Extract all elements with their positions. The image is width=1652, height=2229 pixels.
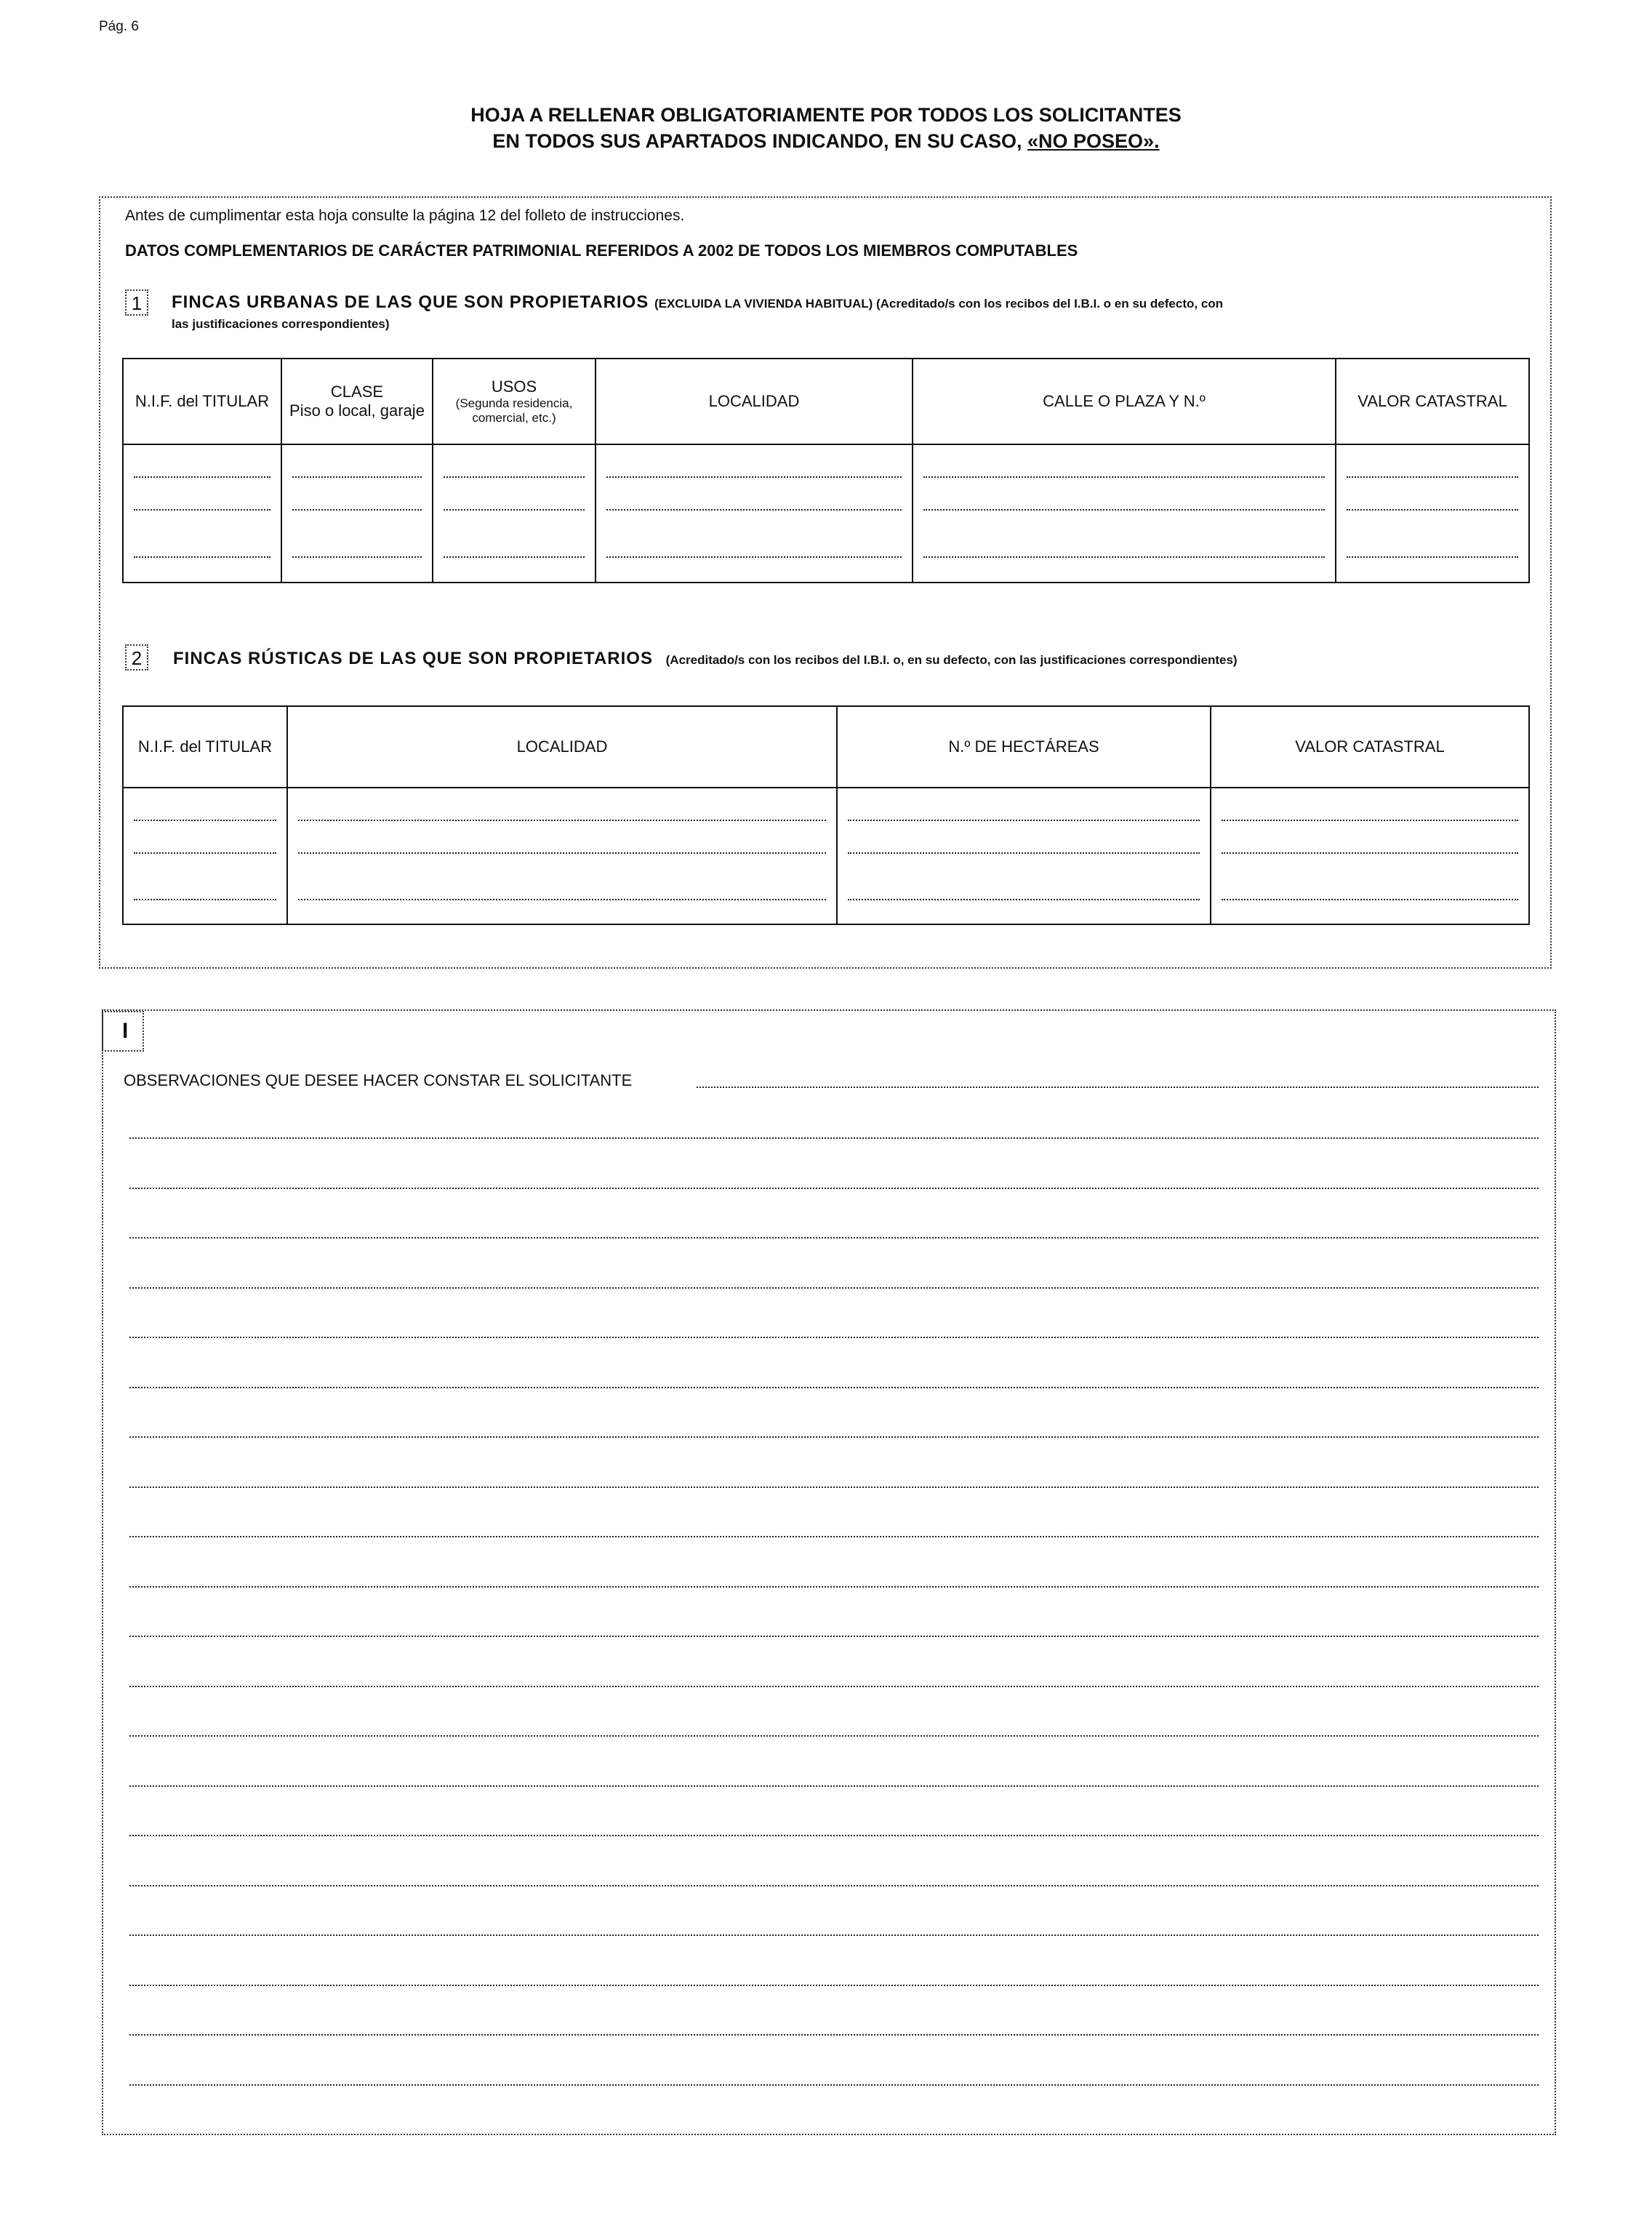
patrimonial-heading: DATOS COMPLEMENTARIOS DE CARÁCTER PATRIMONIAL REFERIDOS A 2002 DE TODOS LOS MIEMBROS COMPUTABLES: [125, 241, 1078, 260]
valor-field[interactable]: [1211, 831, 1529, 875]
observations-box: [102, 1009, 1556, 2135]
localidad-field[interactable]: [596, 488, 913, 532]
clase-field[interactable]: [281, 532, 433, 583]
urban-table-header: [123, 359, 1529, 444]
column-hectareas: N.º DE HECTÁREAS: [837, 706, 1211, 788]
column-nif: N.I.F. del TITULAR: [123, 359, 281, 444]
observation-line[interactable]: [129, 1885, 1539, 1886]
usos-field[interactable]: [433, 444, 596, 488]
localidad-field[interactable]: [287, 788, 837, 831]
rustic-properties-table: [122, 705, 1530, 925]
section-1-note-continued: las justificaciones correspondientes): [172, 317, 390, 331]
observation-line[interactable]: [129, 1188, 1539, 1189]
column-localidad: LOCALIDAD: [596, 359, 913, 444]
page-title-line-1: HOJA A RELLENAR OBLIGATORIAMENTE POR TODOS LOS SOLICITANTES: [470, 104, 1182, 126]
observation-line[interactable]: [129, 1387, 1539, 1388]
column-calle: CALLE O PLAZA Y N.º: [913, 359, 1336, 444]
section-1-note: (EXCLUIDA LA VIVIENDA HABITUAL) (Acreditado/s con los recibos del I.B.I. o en su defecto, con: [654, 297, 1224, 311]
section-1-number: 1: [125, 289, 148, 316]
observation-line[interactable]: [129, 1785, 1539, 1787]
valor-field[interactable]: [1336, 532, 1529, 583]
hectareas-field[interactable]: [837, 875, 1211, 924]
column-usos: [433, 359, 596, 444]
observations-input-line[interactable]: [697, 1087, 1539, 1088]
calle-field[interactable]: [913, 532, 1336, 583]
column-localidad: LOCALIDAD: [287, 706, 837, 788]
column-clase: [281, 359, 433, 444]
section-2-number: 2: [125, 644, 148, 671]
observation-line[interactable]: [129, 1586, 1539, 1588]
nif-field[interactable]: [123, 488, 281, 532]
valor-field[interactable]: [1211, 788, 1529, 831]
localidad-field[interactable]: [287, 831, 837, 875]
section-1-title: [172, 292, 1223, 313]
observation-line[interactable]: [129, 1536, 1539, 1537]
column-usos-subtitle: (Segunda residencia, comercial, etc.): [455, 396, 573, 425]
observation-line[interactable]: [129, 1436, 1539, 1438]
valor-field[interactable]: [1211, 875, 1529, 924]
observation-line[interactable]: [129, 1934, 1539, 1936]
column-nif: N.I.F. del TITULAR: [123, 706, 287, 788]
observation-line[interactable]: [129, 1985, 1539, 1986]
observation-line[interactable]: [129, 1287, 1539, 1289]
hectareas-field[interactable]: [837, 831, 1211, 875]
table-row: [123, 444, 1529, 488]
observation-line[interactable]: [129, 1486, 1539, 1488]
observation-line[interactable]: [129, 1237, 1539, 1238]
column-valor: VALOR CATASTRAL: [1211, 706, 1529, 788]
calle-field[interactable]: [913, 488, 1336, 532]
calle-field[interactable]: [913, 444, 1336, 488]
observation-line[interactable]: [129, 1735, 1539, 1737]
observations-label: OBSERVACIONES QUE DESEE HACER CONSTAR EL SOLICITANTE: [124, 1071, 633, 1089]
column-clase-subtitle: Piso o local, garaje: [289, 401, 425, 420]
page-title-line-2-prefix: EN TODOS SUS APARTADOS INDICANDO, EN SU CASO,: [492, 130, 1022, 152]
observation-line[interactable]: [129, 1337, 1539, 1338]
localidad-field[interactable]: [596, 444, 913, 488]
observation-line[interactable]: [129, 2034, 1539, 2036]
column-valor: VALOR CATASTRAL: [1336, 359, 1529, 444]
column-clase-title: CLASE: [330, 383, 384, 401]
page-number: Pág. 6: [99, 19, 139, 34]
section-1-title-text: FINCAS URBANAS DE LAS QUE SON PROPIETARIOS: [172, 292, 649, 312]
nif-field[interactable]: [123, 788, 287, 831]
observation-line[interactable]: [129, 2084, 1539, 2086]
hectareas-field[interactable]: [837, 788, 1211, 831]
nif-field[interactable]: [123, 831, 287, 875]
urban-properties-table: [122, 358, 1530, 583]
section-2-title-text: FINCAS RÚSTICAS DE LAS QUE SON PROPIETARIOS: [173, 649, 653, 668]
rustic-table-header: [123, 706, 1529, 788]
localidad-field[interactable]: [287, 875, 837, 924]
page-title-line-2: [0, 129, 1652, 153]
section-2-title: [173, 649, 1238, 669]
section-2-note: (Acreditado/s con los recibos del I.B.I. o, en su defecto, con las justificaciones correspondientes): [665, 653, 1238, 667]
nif-field[interactable]: [123, 532, 281, 583]
observation-line[interactable]: [129, 1686, 1539, 1687]
observation-line[interactable]: [129, 1835, 1539, 1836]
instructions-text: Antes de cumplimentar esta hoja consulte la página 12 del folleto de instrucciones.: [125, 207, 685, 224]
clase-field[interactable]: [281, 488, 433, 532]
localidad-field[interactable]: [596, 532, 913, 583]
no-poseo-emphasis: «NO POSEO».: [1027, 130, 1160, 152]
table-row: [123, 788, 1529, 831]
column-usos-title: USOS: [491, 377, 537, 396]
clase-field[interactable]: [281, 444, 433, 488]
observation-line[interactable]: [129, 1137, 1539, 1139]
observations-section-label: I: [102, 1011, 144, 1052]
observation-line[interactable]: [129, 1636, 1539, 1637]
nif-field[interactable]: [123, 444, 281, 488]
valor-field[interactable]: [1336, 444, 1529, 488]
table-row: [123, 875, 1529, 924]
usos-field[interactable]: [433, 488, 596, 532]
valor-field[interactable]: [1336, 488, 1529, 532]
usos-field[interactable]: [433, 532, 596, 583]
table-row: [123, 831, 1529, 875]
table-row: [123, 488, 1529, 532]
table-row: [123, 532, 1529, 583]
nif-field[interactable]: [123, 875, 287, 924]
